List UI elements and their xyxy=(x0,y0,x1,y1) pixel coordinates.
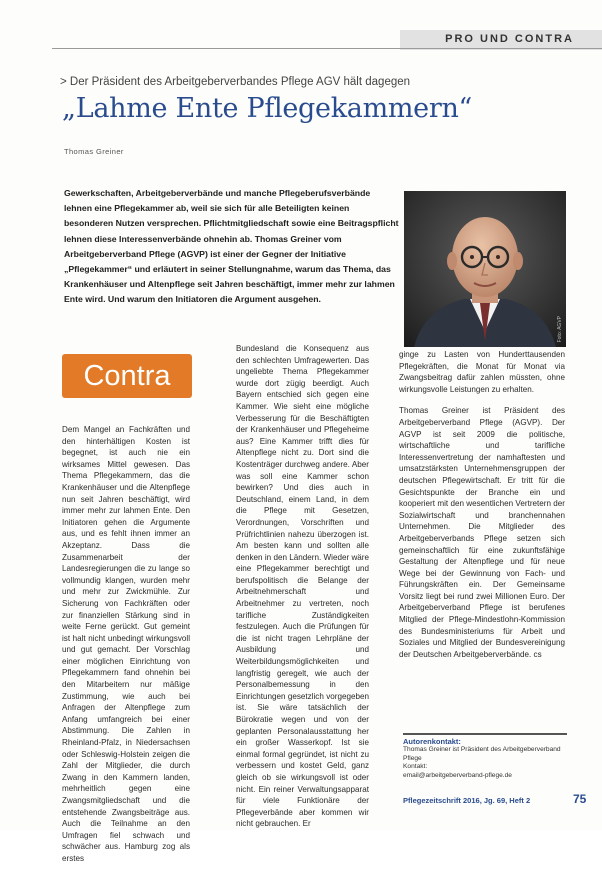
body-paragraph: ginge zu Lasten von Hunderttausenden Pflegekräften, die Monat für Monat via Zwangsbeitrag dafür zahlen müssten, ohne wirkungsvolle Leistungen zu erhalten. xyxy=(399,350,565,394)
body-paragraph: Bundesland die Konsequenz aus den schlechten Umfragewerten. Das ungeliebte Thema Pflegekammer wurde dort zügig beerdigt. Auch Bayern entschied sich gegen eine Kammer. Wie sieht eine mögliche Verbesserung für die Beschäftigten der Krankenhäuser und Pflegeheime aus? Eine Kammer trifft dies für Altenpflege nicht zu. Dort sind die Kostenträger durchweg andere. Aber was soll eine Kammer schon bewirken? Und dies auch in Deutschland, einem Land, in dem die Pflege mit Gesetzen, Verordnungen, Vorschriften und Prüfrichtlinien nahezu überzogen ist. Am besten kann und sollten alle denken in den Ländern. Wieder wäre eine Pflegekammer berechtigt und berufspolitisch die Belange der Arbeitnehmerschaft und Arbeitnehmer zu vertreten, noch tarifliche Zuständigkeiten festzulegen. Auch die Prüfungen für die ist nicht tragen Lehrpläne der Ausbildung und Weiterbildungsmöglichkeiten und langfristig geregelt, wie auch der Personalbemessung in den Einrichtungen gesetzlich vorgegeben ist. Sie wäre tatsächlich der Bürokratie wegen und von der geplanten Personalausstattung her ein großer Wasserkopf. Ist sie einmal formal gegründet, ist nicht zu verbessern und kostet Geld, ganz gleich ob sie wirkungsvoll ist oder nicht. Ein reiner Verwaltungsapparat für viele Funktionäre der Pflegeverbände aber kommen wir nicht gebrauchen. Er xyxy=(236,344,369,829)
section-header-bar xyxy=(400,30,602,50)
article-author: Thomas Greiner xyxy=(64,147,124,156)
contact-label: Kontakt: xyxy=(403,763,428,771)
article-headline: „Lahme Ente Pflegekammern“ xyxy=(62,93,473,124)
body-column-2 xyxy=(236,343,369,840)
author-contact-box xyxy=(403,733,567,779)
contact-line: Thomas Greiner ist Präsident des Arbeitgeberverband Pflege xyxy=(403,746,561,762)
page-number: 75 xyxy=(573,792,587,806)
article-intro: Gewerkschaften, Arbeitgeberverbände und manche Pflegeberufsverbände lehnen eine Pflegekammer ab, weil sie sich für alle Beteiligten keinen besonderen Nutzen versprechen. Pflichtmitgliedschaft sowie eine Beitragspflicht lehnen diese Interessenverbände ohnehin ab. Thomas Greiner vom Arbeitgeberverband Pflege (AGVP) ist einer der Gegner der Initiative „Pflegekammer“ und erläutert in seiner Stellungnahme, warum das Thema, das Krankenhäuser und Altenpflege seit Jahren beschäftigt, immer mehr zur lahmen Ente wird. Und warum den Initiatoren die Argument ausgehen. xyxy=(64,188,399,305)
author-bio-paragraph: Thomas Greiner ist Präsident des Arbeitgeberverband Pflege (AGVP). Der AGVP ist seit 2009 die politische, wirtschaftliche und tarifliche Interessenvertretung der namhaftesten und umsatzstärksten Unternehmensgruppen der deutschen Pflegewirtschaft. Er tritt für die Gesichtspunkte der Branche ein und kooperiert mit den wesentlichen Vertretern der Sozialwirtschaft und branchennahen Unternehmen. Die Mitglieder des Arbeitgeberverbands Pflege setzen sich gemeinschaftlich für eine zukunftsfähige Gestaltung der Altenpflege und für neue Wege bei der Gewinnung von Fach- und Führungskräften ein. Der Gemeinsame Vorsitz liegt bei rund zwei Millionen Euro. Der Arbeitgeberverband Pflege ist berufenes Mitglied der Pflege-Mindestlohn-Kommission des Bundesministeriums für Arbeit und Soziales und Mitglied der Bundesvereinigung der Deutschen Arbeitgeberverbände. cs xyxy=(399,406,565,659)
body-paragraph: Dem Mangel an Fachkräften und den hinterhältigen Kosten ist begegnet, ist auch nie ein wirksames Mittel gewesen. Das Thema Pflegekammern, das die Krankenhäuser und die Altenpflege nun seit Jahren beschäftigt, wird immer mehr zur lahmen Ente. Den Initiatoren gehen die Argumente aus, und es fehlt ihnen immer an Akzeptanz. Dass die Zusammenarbeit der Landesregierungen die zu lange so vollmundig klangen, wurden mehr und mehr zur Zwickmühle. Zur Sicherung von Fachkräften oder zur finanziellen Stärkung sind in weite Ferne gerückt. Gut gemeint ist halt nicht unbedingt wirkungsvoll und gut gemacht. Der Vorschlag einer möglichen Einrichtung von Pflegekammern fand ohnehin bei den Mitarbeitern nur mäßige Zustimmung, wie auch bei Anfragen der Altenpflege zum Anfang umfangreich bei einer Abstimmung. Die Zahlen in Rheinland-Pfalz, in Niedersachsen oder Schleswig-Holstein zeigen die Zahl der Mitglieder, die durch Zwang in den Kammern landen, mehrheitlich gegen eine Zwangsmitgliedschaft und die entstehende Zwangsbeiträge aus. Auch die Teilnahme an den Umfragen fiel schwach und schwächer aus. Hamburg zog als erstes xyxy=(62,425,190,863)
contra-label: Contra xyxy=(83,360,171,392)
page-footer xyxy=(0,792,602,812)
header-rule xyxy=(52,48,602,49)
contra-badge xyxy=(62,354,192,398)
article-kicker: > Der Präsident des Arbeitgeberverbandes Pflege AGV hält dagegen xyxy=(60,76,411,88)
section-label: PRO UND CONTRA xyxy=(445,33,574,45)
body-column-3 xyxy=(399,349,565,670)
photo-credit: Foto: AGVP xyxy=(557,315,563,342)
contact-title: Autorenkontakt: xyxy=(403,737,461,746)
journal-citation: Pflegezeitschrift 2016, Jg. 69, Heft 2 xyxy=(403,796,531,805)
contact-email[interactable]: email@arbeitgeberverband-pflege.de xyxy=(403,771,512,779)
portrait-image xyxy=(404,191,566,347)
author-photo xyxy=(404,191,566,347)
